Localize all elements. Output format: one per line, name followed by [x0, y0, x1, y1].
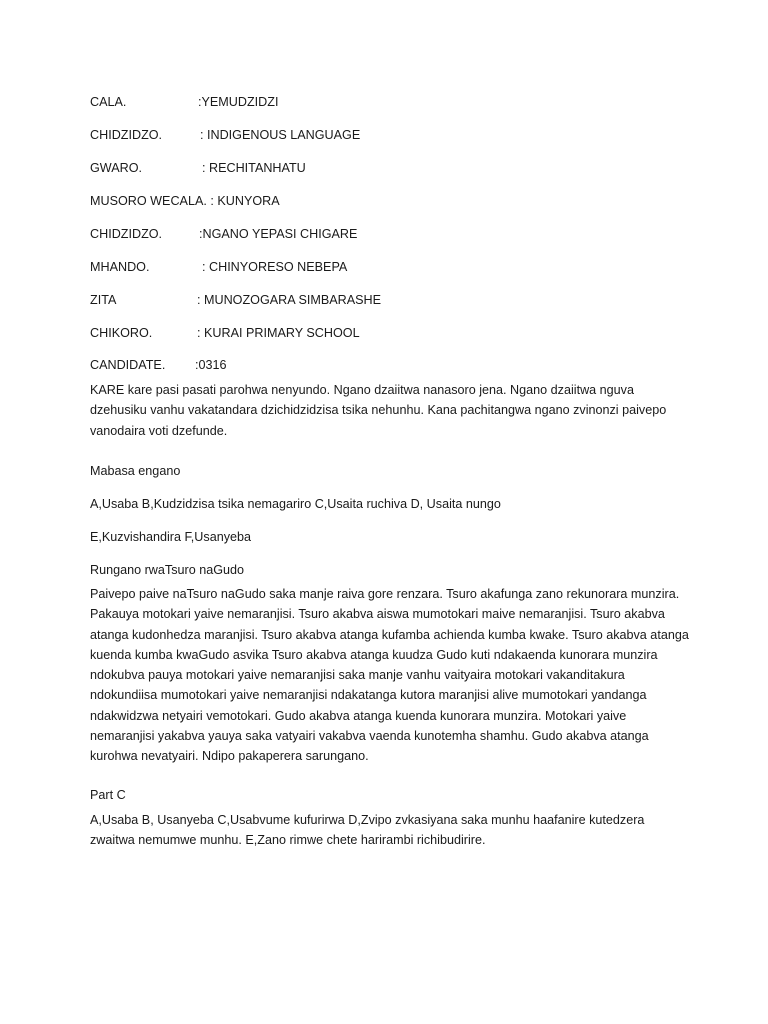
header-label: CHIKORO. — [90, 326, 153, 340]
header-value: : CHINYORESO NEBEPA — [202, 260, 348, 274]
header-value: :NGANO YEPASI CHIGARE — [199, 227, 358, 241]
header-label: MHANDO. — [90, 260, 150, 274]
header-label: CANDIDATE. — [90, 358, 166, 372]
header-label: CHIDZIDZO. — [90, 128, 163, 142]
header-value: : RECHITANHATU — [202, 161, 306, 175]
mabasa-heading: Mabasa engano — [90, 464, 181, 478]
header-label: CHIDZIDZO. — [90, 227, 163, 241]
header-label: GWARO. — [90, 161, 143, 175]
header-label: MUSORO WECALA. : KUNYORA — [90, 194, 280, 208]
header-label: ZITA — [90, 293, 117, 307]
header-value: : INDIGENOUS LANGUAGE — [200, 128, 361, 142]
header-value: :0316 — [195, 358, 227, 372]
header-value: : KURAI PRIMARY SCHOOL — [197, 326, 360, 340]
mabasa-line-2: E,Kuzvishandira F,Usanyeba — [90, 530, 252, 544]
header-value: :YEMUDZIDZI — [198, 95, 279, 109]
intro-paragraph: KARE kare pasi pasati parohwa nenyundo. Ngano dzaiitwa nanasoro jena. Ngano dzaiitwa nguva dzehusiku vanhu vakatandara dzichidzidzisa tsika nehunhu. Kana pachitangwa ngano zvinonzi paivepo vanodaira voti dzefunde. — [90, 383, 667, 438]
part-c-heading: Part C — [90, 788, 126, 802]
story-title: Rungano rwaTsuro naGudo — [90, 563, 245, 577]
header-label: CALA. — [90, 95, 127, 109]
story-paragraph: Paivepo paive naTsuro naGudo saka manje raiva gore renzara. Tsuro akafunga zano rekunorara munzira. Pakauya motokari yaive nemaranjisi. Tsuro akabva aiswa mumotokari maive nemaranjisi. Tsuro akabva atanga kudonhedza maranjisi. Tsuro akabva atanga kufamba achienda kumba kwake. Tsuro akabva atanga kuenda kumba kwaGudo asvika Tsuro akabva atanga kuudza Gudo kuti ndakaenda kunorara munzira ndokubva pauya motokari yaive nemaranjisi saka manje vanhu vaityaira motokari vakanditakura ndokundiisa mumotokari yaive nemaranjisi ndakatanga kutora maranjisi alive mumotokari yandanga ndakwidzwa netyairi vemotokari. Gudo akabva atanga kuenda kunorara munzira. Motokari yaive nemaranjisi yakabva yauya saka vatyairi vakabva vaenda kunotemha shamhu. Gudo akabva atanga kurohwa nevatyairi. Ndipo pakaperera sarungano. — [90, 587, 689, 764]
header-value: : MUNOZOGARA SIMBARASHE — [197, 293, 382, 307]
part-c-paragraph: A,Usaba B, Usanyeba C,Usabvume kufurirwa D,Zvipo zvkasiyana saka munhu haafanire kutedzera zwaitwa nemumwe munhu. E,Zano rimwe chete harirambi richibudirire. — [90, 813, 645, 848]
mabasa-line-1: A,Usaba B,Kudzidzisa tsika nemagariro C,Usaita ruchiva D, Usaita nungo — [90, 497, 501, 511]
